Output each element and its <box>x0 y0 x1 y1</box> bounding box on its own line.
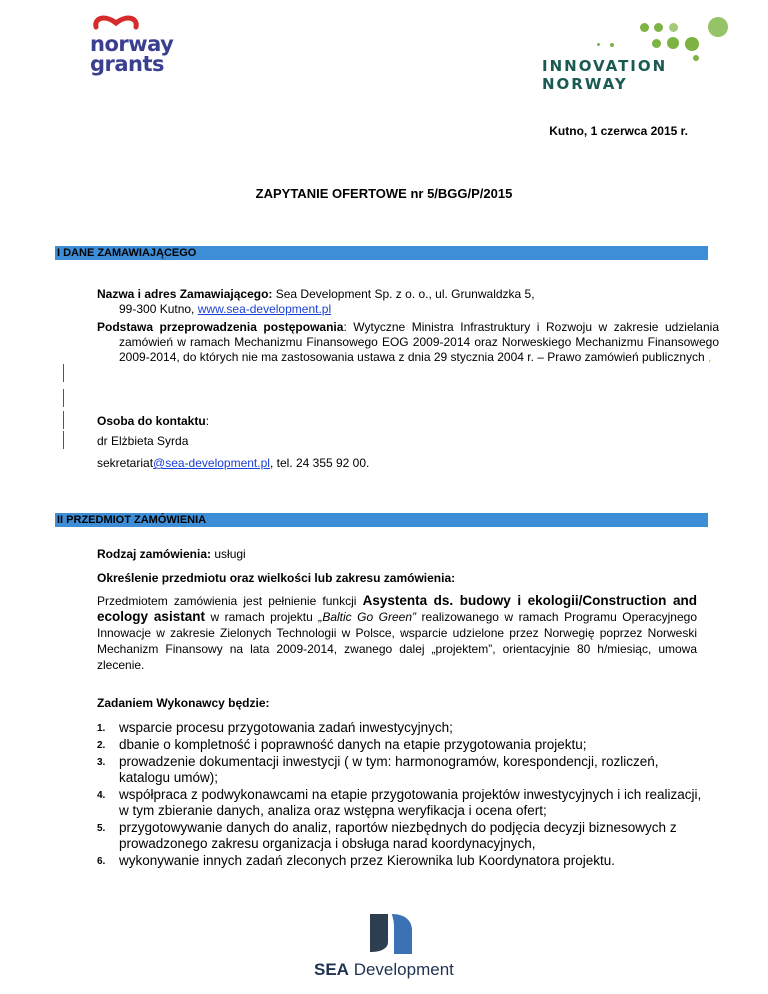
tasks-heading <box>97 696 697 711</box>
innovation-word: INNOVATION <box>542 57 668 75</box>
innovation-norway-logo <box>540 15 730 100</box>
item-text: współpraca z podwykonawcami na etapie przygotowania projektów inwestycyjnych i ich realizacji, w tym zbieranie danych, analiza oraz wstępna weryfikacja i ocena ofert; <box>119 787 702 818</box>
sea-development-logo <box>312 908 472 988</box>
item-text: dbanie o kompletność i poprawność danych na etapie przygotowania projektu; <box>119 737 587 752</box>
name-value: Sea Development Sp. z o. o., ul. Grunwaldzka 5, <box>272 287 535 301</box>
basis-label: Podstawa przeprowadzenia postępowania <box>97 320 344 334</box>
sea-brand: SEA <box>314 960 349 979</box>
tasks-label: Zadaniem Wykonawcy będzie: <box>97 696 270 710</box>
revision-bar <box>63 364 64 382</box>
item-number: 2. <box>97 740 106 751</box>
contact-heading <box>97 414 697 429</box>
type-label: Rodzaj zamówienia: <box>97 547 212 561</box>
section-2-heading: II PRZEDMIOT ZAMÓWIENIA <box>55 513 708 527</box>
tasks-list <box>97 720 707 870</box>
desc-project: „Baltic Go Green” <box>318 610 417 624</box>
item-text: wsparcie procesu przygotowania zadań inwestycyjnych; <box>119 720 453 735</box>
desc-role: Asystenta ds. budowy i ekologii/Construction and ecology asistant <box>97 593 697 624</box>
list-item <box>97 754 707 786</box>
contact-label: Osoba do kontaktu <box>97 414 206 428</box>
norway-word-in: NORWAY <box>542 75 628 93</box>
procedure-basis <box>97 320 719 365</box>
item-text: wykonywanie innych zadań zleconych przez Kierownika lub Koordynatora projektu. <box>119 853 616 868</box>
revision-bar <box>63 411 64 429</box>
scope-heading <box>97 571 697 586</box>
email-link[interactable]: @sea-development.pl <box>153 456 270 470</box>
contact-name: dr Elżbieta Syrda <box>97 434 189 448</box>
contracting-authority-name <box>97 287 719 317</box>
section-1-heading: I DANE ZAMAWIAJĄCEGO <box>55 246 708 260</box>
website-link[interactable]: www.sea-development.pl <box>197 302 332 316</box>
scope-label: Określenie przedmiotu oraz wielkości lub zakresu zamówienia: <box>97 571 456 585</box>
revision-bar <box>63 389 64 407</box>
name-label: Nazwa i adres Zamawiającego: <box>97 287 273 301</box>
item-number: 3. <box>97 757 106 768</box>
list-item <box>97 820 707 852</box>
phone-text: , tel. 24 355 92 00. <box>269 456 370 470</box>
desc-part3: realizowanego w ramach Programu Operacyjnego Innowacje w zakresie Zielonych Technologii w Polsce, wsparcie udzielone przez Norwegię poprzez Norweski Mechanizm Finansowy na lata 2009-2014, zwanego dalej „projektem”, orientacyjnie 80 h/miesiąc, umowa zlecenie. <box>97 610 697 672</box>
list-item <box>97 737 707 753</box>
heart-ribbon-icon <box>92 13 140 31</box>
document-title: ZAPYTANIE OFERTOWE nr 5/BGG/P/2015 <box>255 186 513 201</box>
list-item <box>97 720 707 736</box>
desc-part2: w ramach projektu <box>204 610 319 624</box>
revision-bar <box>63 431 64 449</box>
desc-part1: Przedmiotem zamówienia jest pełnienie funkcji <box>97 594 363 608</box>
type-value: usługi <box>211 547 246 561</box>
contact-colon: : <box>205 414 210 428</box>
email-prefix: sekretariat <box>97 456 154 470</box>
order-description <box>97 593 697 673</box>
item-text: przygotowywanie danych do analiz, raportów niezbędnych do podjęcia decyzji biznesowych z prowadzonego zakresu organizacja i obsługa narad koordynacyjnych, <box>119 820 677 851</box>
item-number: 1. <box>97 723 106 734</box>
contact-email-phone <box>97 456 697 471</box>
item-number: 4. <box>97 790 106 801</box>
sea-text: Development <box>353 960 454 979</box>
address-line: 99-300 Kutno, <box>119 302 198 316</box>
item-text: prowadzenie dokumentacji inwestycji ( w tym: harmonogramów, korespondencji, rozliczeń, katalogu umów); <box>119 754 659 785</box>
order-type <box>97 547 697 562</box>
sea-wordmark <box>314 960 454 980</box>
list-item <box>97 787 707 819</box>
document-date: Kutno, 1 czerwca 2015 r. <box>549 124 688 138</box>
sea-mark-icon <box>368 912 416 956</box>
norway-grants-logo <box>78 10 198 92</box>
item-number: 5. <box>97 823 106 834</box>
list-item <box>97 853 707 869</box>
item-number: 6. <box>97 856 106 867</box>
norway-word: norway <box>90 32 174 56</box>
basis-trailing: , <box>708 350 712 364</box>
grants-word: grants <box>90 52 165 76</box>
basis-text: : Wytyczne Ministra Infrastruktury i Rozwoju w zakresie udzielania zamówień w ramach Mechanizmu Finansowego EOG 2009-2014 oraz Norweskiego Mechanizmu Finansowego 2009-2014, do których nie ma zastosowania ustawa z dnia 29 stycznia 2004 r. – Prawo zamówień publicznych <box>119 320 719 364</box>
